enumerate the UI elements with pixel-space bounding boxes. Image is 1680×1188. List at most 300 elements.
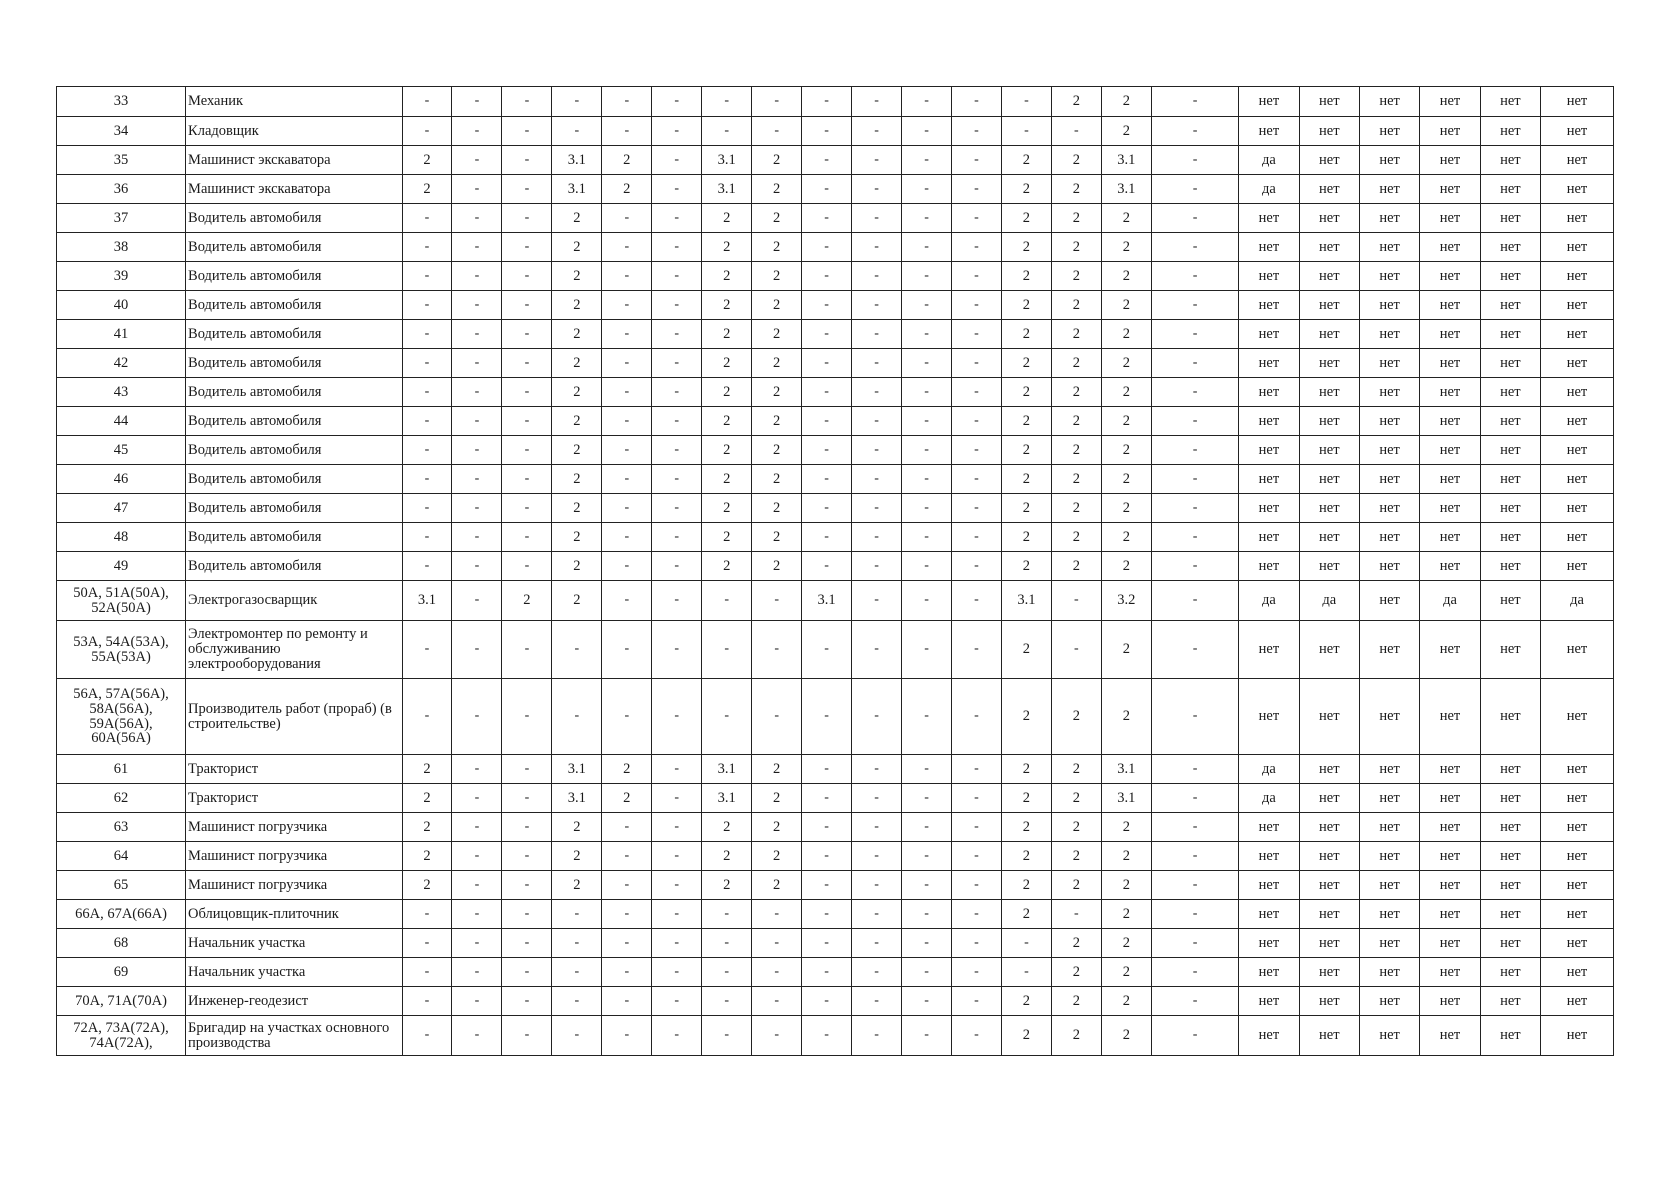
table-row xyxy=(57,291,1614,320)
value-cell: - xyxy=(1151,320,1238,349)
value-cell: - xyxy=(902,987,952,1016)
value-cell: - xyxy=(402,436,452,465)
value-cell: - xyxy=(952,204,1002,233)
value-cell: - xyxy=(652,320,702,349)
value-cell: 2 xyxy=(552,813,602,842)
value-cell: нет xyxy=(1480,987,1540,1016)
value-cell: 2 xyxy=(402,175,452,204)
value-cell: 2 xyxy=(552,204,602,233)
value-cell: нет xyxy=(1359,871,1419,900)
value-cell: нет xyxy=(1359,1016,1419,1056)
value-cell: - xyxy=(1151,407,1238,436)
value-cell: нет xyxy=(1480,204,1540,233)
value-cell: 2 xyxy=(1001,349,1051,378)
value-cell: - xyxy=(952,871,1002,900)
value-cell: - xyxy=(902,349,952,378)
value-cell: - xyxy=(702,1016,752,1056)
value-cell: - xyxy=(602,1016,652,1056)
value-cell: нет xyxy=(1239,233,1299,262)
position-name-cell: Тракторист xyxy=(186,755,402,784)
value-cell: - xyxy=(852,813,902,842)
value-cell: 2 xyxy=(1051,494,1101,523)
value-cell: - xyxy=(602,581,652,621)
value-cell: - xyxy=(652,1016,702,1056)
value-cell: нет xyxy=(1541,1016,1614,1056)
value-cell: 2 xyxy=(502,581,552,621)
row-number-cell: 35 xyxy=(57,146,186,175)
value-cell: - xyxy=(852,349,902,378)
value-cell: - xyxy=(702,929,752,958)
value-cell: - xyxy=(952,987,1002,1016)
value-cell: 2 xyxy=(752,436,802,465)
value-cell: - xyxy=(802,233,852,262)
value-cell: - xyxy=(602,900,652,929)
value-cell: - xyxy=(902,621,952,679)
row-number-cell: 46 xyxy=(57,465,186,494)
value-cell: нет xyxy=(1359,378,1419,407)
value-cell: 3.1 xyxy=(402,581,452,621)
value-cell: - xyxy=(1151,900,1238,929)
value-cell: - xyxy=(952,291,1002,320)
table-row xyxy=(57,871,1614,900)
value-cell: 2 xyxy=(1001,233,1051,262)
value-cell: - xyxy=(552,958,602,987)
value-cell: 2 xyxy=(552,291,602,320)
value-cell: - xyxy=(652,494,702,523)
value-cell: нет xyxy=(1299,679,1359,755)
value-cell: нет xyxy=(1420,755,1480,784)
value-cell: - xyxy=(652,552,702,581)
value-cell: 2 xyxy=(1051,1016,1101,1056)
value-cell: - xyxy=(952,523,1002,552)
table-row xyxy=(57,378,1614,407)
value-cell: - xyxy=(902,378,952,407)
position-name-cell: Водитель автомобиля xyxy=(186,204,402,233)
value-cell: нет xyxy=(1420,233,1480,262)
value-cell: нет xyxy=(1299,233,1359,262)
value-cell: - xyxy=(502,679,552,755)
value-cell: - xyxy=(502,87,552,117)
value-cell: нет xyxy=(1480,494,1540,523)
table-row xyxy=(57,621,1614,679)
value-cell: 2 xyxy=(1101,679,1151,755)
value-cell: - xyxy=(802,378,852,407)
value-cell: нет xyxy=(1480,621,1540,679)
value-cell: нет xyxy=(1420,465,1480,494)
value-cell: - xyxy=(502,436,552,465)
value-cell: - xyxy=(502,117,552,146)
value-cell: - xyxy=(752,987,802,1016)
value-cell: - xyxy=(802,320,852,349)
value-cell: нет xyxy=(1239,929,1299,958)
value-cell: - xyxy=(452,900,502,929)
value-cell: нет xyxy=(1299,958,1359,987)
value-cell: - xyxy=(802,1016,852,1056)
value-cell: - xyxy=(802,552,852,581)
position-name-cell: Водитель автомобиля xyxy=(186,523,402,552)
value-cell: 2 xyxy=(1101,378,1151,407)
position-name-cell: Водитель автомобиля xyxy=(186,262,402,291)
value-cell: - xyxy=(402,407,452,436)
value-cell: - xyxy=(802,87,852,117)
value-cell: - xyxy=(902,117,952,146)
value-cell: 2 xyxy=(752,813,802,842)
value-cell: нет xyxy=(1299,900,1359,929)
value-cell: нет xyxy=(1480,679,1540,755)
value-cell: - xyxy=(902,407,952,436)
value-cell: нет xyxy=(1541,987,1614,1016)
value-cell: 2 xyxy=(1101,871,1151,900)
value-cell: 2 xyxy=(702,407,752,436)
value-cell: нет xyxy=(1541,755,1614,784)
value-cell: нет xyxy=(1359,465,1419,494)
value-cell: - xyxy=(602,117,652,146)
position-name-cell: Начальник участка xyxy=(186,929,402,958)
position-name-cell: Машинист экскаватора xyxy=(186,175,402,204)
value-cell: нет xyxy=(1420,1016,1480,1056)
position-name-cell: Водитель автомобиля xyxy=(186,465,402,494)
value-cell: нет xyxy=(1359,679,1419,755)
value-cell: 2 xyxy=(1001,1016,1051,1056)
value-cell: нет xyxy=(1420,349,1480,378)
value-cell: - xyxy=(752,621,802,679)
table-row xyxy=(57,407,1614,436)
value-cell: - xyxy=(402,320,452,349)
value-cell: - xyxy=(602,436,652,465)
value-cell: - xyxy=(852,262,902,291)
value-cell: - xyxy=(952,755,1002,784)
row-number-cell: 40 xyxy=(57,291,186,320)
value-cell: - xyxy=(1151,349,1238,378)
value-cell: 2 xyxy=(1101,621,1151,679)
value-cell: - xyxy=(452,175,502,204)
value-cell: нет xyxy=(1239,204,1299,233)
value-cell: 2 xyxy=(1001,436,1051,465)
value-cell: - xyxy=(652,175,702,204)
value-cell: 2 xyxy=(1101,929,1151,958)
value-cell: - xyxy=(852,900,902,929)
value-cell: - xyxy=(1151,621,1238,679)
value-cell: - xyxy=(802,175,852,204)
value-cell: 3.1 xyxy=(1101,755,1151,784)
value-cell: - xyxy=(802,755,852,784)
value-cell: 2 xyxy=(1101,987,1151,1016)
value-cell: - xyxy=(402,1016,452,1056)
value-cell: - xyxy=(752,958,802,987)
value-cell: 2 xyxy=(1051,755,1101,784)
row-number-cell: 56А, 57А(56А), 58А(56А), 59А(56А), 60А(56А) xyxy=(57,679,186,755)
value-cell: 2 xyxy=(1051,784,1101,813)
value-cell: - xyxy=(802,871,852,900)
value-cell: - xyxy=(402,987,452,1016)
value-cell: 2 xyxy=(1101,900,1151,929)
value-cell: нет xyxy=(1299,871,1359,900)
value-cell: - xyxy=(452,929,502,958)
value-cell: - xyxy=(802,987,852,1016)
value-cell: - xyxy=(852,494,902,523)
value-cell: - xyxy=(852,958,902,987)
value-cell: 3.1 xyxy=(552,146,602,175)
value-cell: 2 xyxy=(1051,349,1101,378)
value-cell: 3.1 xyxy=(1101,146,1151,175)
value-cell: 2 xyxy=(752,552,802,581)
value-cell: 2 xyxy=(702,436,752,465)
value-cell: 2 xyxy=(702,349,752,378)
value-cell: - xyxy=(852,929,902,958)
value-cell: 2 xyxy=(552,262,602,291)
value-cell: 2 xyxy=(702,465,752,494)
value-cell: нет xyxy=(1420,407,1480,436)
value-cell: нет xyxy=(1541,784,1614,813)
value-cell: - xyxy=(852,465,902,494)
value-cell: - xyxy=(652,987,702,1016)
value-cell: - xyxy=(1001,87,1051,117)
row-number-cell: 43 xyxy=(57,378,186,407)
value-cell: 2 xyxy=(602,146,652,175)
value-cell: нет xyxy=(1299,175,1359,204)
value-cell: - xyxy=(402,679,452,755)
value-cell: нет xyxy=(1541,407,1614,436)
value-cell: нет xyxy=(1359,958,1419,987)
position-name-cell: Водитель автомобиля xyxy=(186,349,402,378)
row-number-cell: 68 xyxy=(57,929,186,958)
value-cell: нет xyxy=(1541,146,1614,175)
value-cell: нет xyxy=(1359,117,1419,146)
row-number-cell: 61 xyxy=(57,755,186,784)
value-cell: нет xyxy=(1541,552,1614,581)
value-cell: нет xyxy=(1541,349,1614,378)
position-name-cell: Механик xyxy=(186,87,402,117)
value-cell: - xyxy=(502,146,552,175)
value-cell: нет xyxy=(1359,900,1419,929)
value-cell: 2 xyxy=(552,871,602,900)
value-cell: 2 xyxy=(552,349,602,378)
value-cell: - xyxy=(852,842,902,871)
value-cell: - xyxy=(952,262,1002,291)
row-number-cell: 36 xyxy=(57,175,186,204)
value-cell: 2 xyxy=(552,523,602,552)
value-cell: нет xyxy=(1541,320,1614,349)
value-cell: 2 xyxy=(702,262,752,291)
value-cell: нет xyxy=(1239,552,1299,581)
value-cell: 2 xyxy=(1051,233,1101,262)
value-cell: - xyxy=(552,621,602,679)
value-cell: - xyxy=(952,581,1002,621)
value-cell: 2 xyxy=(1101,87,1151,117)
value-cell: 2 xyxy=(1101,349,1151,378)
value-cell: - xyxy=(902,679,952,755)
value-cell: - xyxy=(702,621,752,679)
value-cell: - xyxy=(452,87,502,117)
value-cell: - xyxy=(452,552,502,581)
table-row xyxy=(57,679,1614,755)
value-cell: 3.1 xyxy=(702,146,752,175)
value-cell: - xyxy=(802,146,852,175)
value-cell: 2 xyxy=(602,175,652,204)
value-cell: - xyxy=(902,233,952,262)
value-cell: - xyxy=(402,262,452,291)
value-cell: нет xyxy=(1420,871,1480,900)
value-cell: 2 xyxy=(752,494,802,523)
value-cell: - xyxy=(852,146,902,175)
value-cell: - xyxy=(452,1016,502,1056)
value-cell: нет xyxy=(1420,813,1480,842)
value-cell: - xyxy=(502,958,552,987)
value-cell: - xyxy=(902,900,952,929)
value-cell: 2 xyxy=(752,233,802,262)
value-cell: нет xyxy=(1359,320,1419,349)
table-row xyxy=(57,987,1614,1016)
value-cell: нет xyxy=(1420,291,1480,320)
value-cell: нет xyxy=(1299,523,1359,552)
value-cell: - xyxy=(1151,465,1238,494)
value-cell: - xyxy=(802,291,852,320)
value-cell: - xyxy=(652,117,702,146)
value-cell: - xyxy=(852,320,902,349)
value-cell: - xyxy=(402,349,452,378)
value-cell: 2 xyxy=(552,436,602,465)
value-cell: нет xyxy=(1541,929,1614,958)
value-cell: - xyxy=(852,87,902,117)
value-cell: 2 xyxy=(752,465,802,494)
value-cell: - xyxy=(952,929,1002,958)
value-cell: - xyxy=(902,871,952,900)
value-cell: 2 xyxy=(1001,552,1051,581)
value-cell: да xyxy=(1239,146,1299,175)
value-cell: - xyxy=(852,987,902,1016)
value-cell: - xyxy=(752,581,802,621)
value-cell: - xyxy=(452,204,502,233)
value-cell: - xyxy=(452,581,502,621)
row-number-cell: 70А, 71А(70А) xyxy=(57,987,186,1016)
value-cell: - xyxy=(502,175,552,204)
value-cell: - xyxy=(652,291,702,320)
value-cell: - xyxy=(502,407,552,436)
value-cell: нет xyxy=(1359,929,1419,958)
value-cell: - xyxy=(502,842,552,871)
value-cell: нет xyxy=(1359,233,1419,262)
value-cell: нет xyxy=(1480,465,1540,494)
value-cell: - xyxy=(1151,117,1238,146)
value-cell: - xyxy=(652,842,702,871)
value-cell: - xyxy=(802,784,852,813)
value-cell: - xyxy=(652,784,702,813)
value-cell: 2 xyxy=(1001,523,1051,552)
value-cell: 2 xyxy=(1101,262,1151,291)
value-cell: - xyxy=(602,842,652,871)
row-number-cell: 44 xyxy=(57,407,186,436)
value-cell: нет xyxy=(1239,407,1299,436)
value-cell: - xyxy=(652,407,702,436)
value-cell: 2 xyxy=(1051,146,1101,175)
value-cell: - xyxy=(1151,436,1238,465)
value-cell: - xyxy=(852,552,902,581)
value-cell: нет xyxy=(1359,523,1419,552)
value-cell: нет xyxy=(1359,87,1419,117)
table-row xyxy=(57,494,1614,523)
value-cell: - xyxy=(552,87,602,117)
value-cell: 2 xyxy=(752,378,802,407)
value-cell: 2 xyxy=(1101,842,1151,871)
value-cell: нет xyxy=(1299,407,1359,436)
table-row xyxy=(57,233,1614,262)
value-cell: - xyxy=(852,784,902,813)
value-cell: нет xyxy=(1420,146,1480,175)
value-cell: 2 xyxy=(552,407,602,436)
value-cell: - xyxy=(952,784,1002,813)
value-cell: нет xyxy=(1480,871,1540,900)
value-cell: - xyxy=(452,494,502,523)
value-cell: - xyxy=(602,465,652,494)
value-cell: нет xyxy=(1480,146,1540,175)
value-cell: - xyxy=(1151,581,1238,621)
value-cell: нет xyxy=(1239,679,1299,755)
row-number-cell: 47 xyxy=(57,494,186,523)
value-cell: - xyxy=(402,621,452,679)
value-cell: нет xyxy=(1299,436,1359,465)
value-cell: 2 xyxy=(1001,842,1051,871)
value-cell: нет xyxy=(1359,784,1419,813)
value-cell: 2 xyxy=(702,552,752,581)
value-cell: 2 xyxy=(1101,465,1151,494)
value-cell: - xyxy=(1151,204,1238,233)
value-cell: нет xyxy=(1420,87,1480,117)
value-cell: нет xyxy=(1420,175,1480,204)
table-row xyxy=(57,552,1614,581)
table-row xyxy=(57,117,1614,146)
position-name-cell: Электромонтер по ремонту и обслуживанию электрооборудования xyxy=(186,621,402,679)
value-cell: - xyxy=(402,378,452,407)
value-cell: нет xyxy=(1420,117,1480,146)
value-cell: - xyxy=(502,621,552,679)
value-cell: - xyxy=(1151,523,1238,552)
value-cell: нет xyxy=(1420,842,1480,871)
row-number-cell: 41 xyxy=(57,320,186,349)
value-cell: - xyxy=(452,813,502,842)
value-cell: - xyxy=(652,146,702,175)
value-cell: нет xyxy=(1299,320,1359,349)
value-cell: - xyxy=(902,581,952,621)
table-row xyxy=(57,87,1614,117)
value-cell: нет xyxy=(1541,494,1614,523)
table-row xyxy=(57,204,1614,233)
value-cell: - xyxy=(952,813,1002,842)
position-name-cell: Водитель автомобиля xyxy=(186,552,402,581)
value-cell: нет xyxy=(1299,929,1359,958)
value-cell: 2 xyxy=(602,755,652,784)
value-cell: да xyxy=(1299,581,1359,621)
value-cell: нет xyxy=(1480,813,1540,842)
value-cell: - xyxy=(752,679,802,755)
value-cell: 2 xyxy=(1101,494,1151,523)
value-cell: 2 xyxy=(1001,900,1051,929)
value-cell: нет xyxy=(1420,679,1480,755)
row-number-cell: 65 xyxy=(57,871,186,900)
value-cell: нет xyxy=(1239,871,1299,900)
value-cell: - xyxy=(702,900,752,929)
value-cell: 3.1 xyxy=(552,175,602,204)
value-cell: 2 xyxy=(1051,842,1101,871)
value-cell: нет xyxy=(1239,262,1299,291)
value-cell: 2 xyxy=(1001,262,1051,291)
value-cell: нет xyxy=(1420,929,1480,958)
value-cell: 2 xyxy=(1101,436,1151,465)
value-cell: 2 xyxy=(1051,465,1101,494)
table-row xyxy=(57,1016,1614,1056)
value-cell: 2 xyxy=(552,552,602,581)
value-cell: - xyxy=(652,581,702,621)
value-cell: - xyxy=(802,929,852,958)
